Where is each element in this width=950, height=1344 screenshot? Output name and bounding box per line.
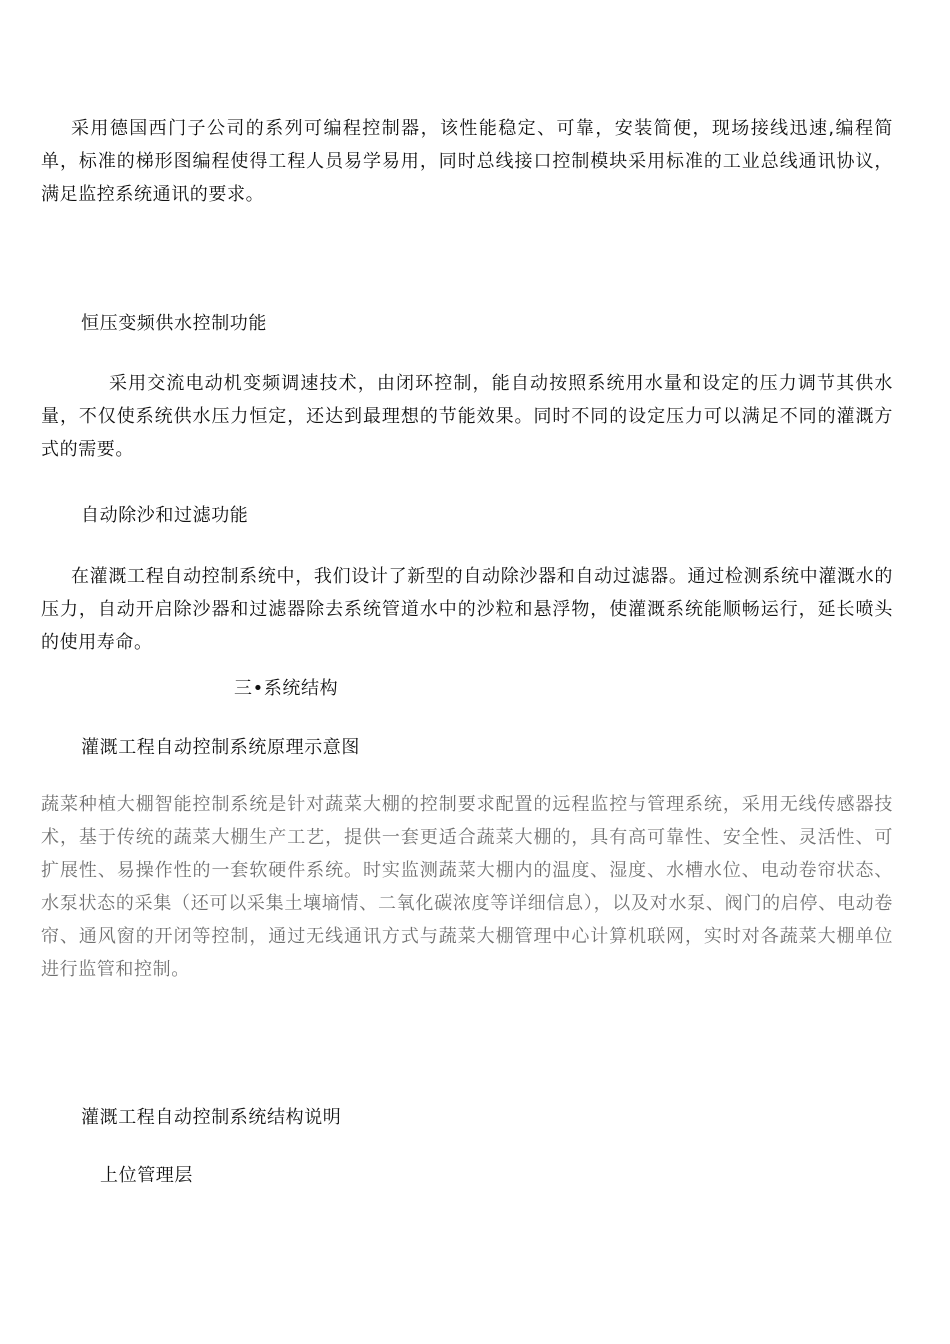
paragraph-constant-pressure: 采用交流电动机变频调速技术，由闭环控制，能自动按照系统用水量和设定的压力调节其供水量，不仅使系统供水压力恒定，还达到最理想的节能效果。同时不同的设定压力可以满足不同的灌溉方式的需要。 — [41, 373, 893, 460]
heading-structure-description: 灌溉工程自动控制系统结构说明 — [81, 1107, 342, 1128]
paragraph-plc-controller: 采用德国西门子公司的系列可编程控制器，该性能稳定、可靠，安装简便，现场接线迅速,编程简单，标准的梯形图编程使得工程人员易学易用，同时总线接口控制模块采用标准的工业总线通讯协议，满足监控系统通讯的要求。 — [41, 118, 893, 205]
heading-sand-filter: 自动除沙和过滤功能 — [81, 505, 249, 526]
heading-system-structure: 三•系统结构 — [234, 678, 339, 699]
heading-constant-pressure: 恒压变频供水控制功能 — [81, 313, 267, 334]
paragraph-sand-filter: 在灌溉工程自动控制系统中，我们设计了新型的自动除沙器和自动过滤器。通过检测系统中灌溉水的压力，自动开启除沙器和过滤器除去系统管道水中的沙粒和悬浮物，使灌溉系统能顺畅运行，延长喷头的使用寿命。 — [41, 566, 893, 653]
paragraph-greenhouse-system: 蔬菜种植大棚智能控制系统是针对蔬菜大棚的控制要求配置的远程监控与管理系统，采用无线传感器技术，基于传统的蔬菜大棚生产工艺，提供一套更适合蔬菜大棚的，具有高可靠性、安全性、灵活性、可扩展性、易操作性的一套软硬件系统。时实监测蔬菜大棚内的温度、湿度、水槽水位、电动卷帘状态、水泵状态的采集（还可以采集土壤墒情、二氧化碳浓度等详细信息），以及对水泵、阀门的启停、电动卷帘、通风窗的开闭等控制，通过无线通讯方式与蔬菜大棚管理中心计算机联网，实时对各蔬菜大棚单位进行监管和控制。 — [41, 794, 893, 980]
heading-upper-management: 上位管理层 — [100, 1165, 193, 1186]
heading-principle-diagram: 灌溉工程自动控制系统原理示意图 — [81, 737, 360, 758]
